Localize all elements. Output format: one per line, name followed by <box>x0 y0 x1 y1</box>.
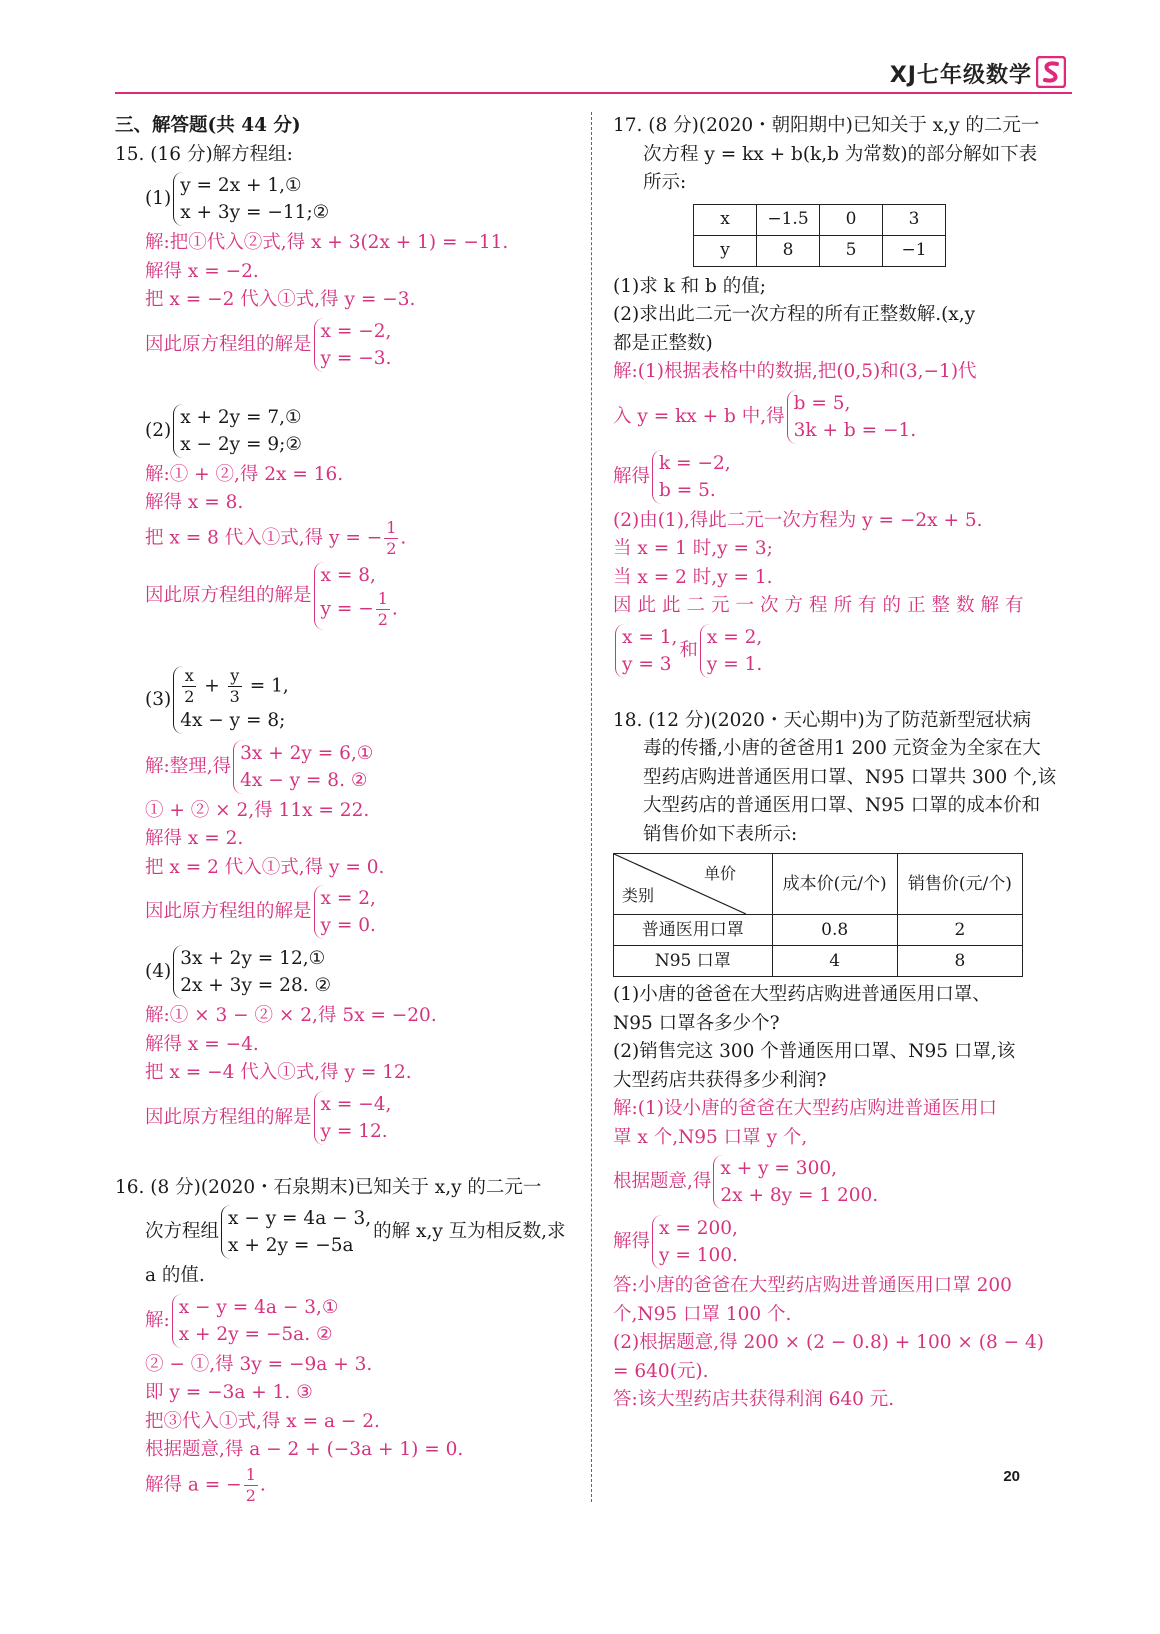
q15-2-brace <box>173 404 302 458</box>
q15-4-answer-brace <box>314 1091 392 1145</box>
column-divider <box>591 112 592 1502</box>
q18-step6: 个,N95 口罩 100 个. <box>613 1303 792 1325</box>
answer-lead: 因此原方程组的解是 <box>145 1106 312 1128</box>
table-header-row <box>614 854 1023 915</box>
table-header: 成本价(元/个) <box>772 854 897 915</box>
left-column <box>115 112 570 1506</box>
q17-step4: (2)由(1),得此二元一次方程为 y = −2x + 5. <box>613 509 983 531</box>
step-text: 解得 a = − <box>145 1474 242 1495</box>
table-cell: −1.5 <box>757 204 820 235</box>
q15-4-brace <box>173 945 331 999</box>
q15-4-system <box>115 942 570 1002</box>
q15-2-step3: 把 x = 8 代入①式,得 y = − $\frac{1}{2}$ . <box>145 517 407 558</box>
fraction-y <box>228 666 242 707</box>
step1-eq1: 3x + 2y = 6,① <box>240 742 374 764</box>
q15-3-step1-brace <box>233 740 373 794</box>
q18-step4 <box>613 1212 1073 1272</box>
q18-question2a: (2)销售完这 300 个普通医用口罩、N95 口罩,该 <box>613 1041 1016 1062</box>
q15-3-answer <box>115 882 570 942</box>
q17-step3-brace <box>652 450 731 504</box>
step3-eq2: b = 5. <box>659 479 716 501</box>
table-cell: x <box>694 204 757 235</box>
q15-3-step3: 解得 x = 2. <box>145 828 244 849</box>
q15-1-answer-brace <box>314 318 392 372</box>
q15-1-step1: 解:把①代入②式,得 x + 3(2x + 1) = −11. <box>145 232 509 253</box>
denominator: 2 <box>377 609 388 629</box>
q16-step1: ② − ①,得 3y = −9a + 3. <box>145 1353 373 1375</box>
q15-4-step1: 解:① × 3 − ② × 2,得 5x = −20. <box>145 1005 437 1026</box>
step3-eq2: 2x + 8y = 1 200. <box>720 1185 879 1206</box>
table-cell: 8 <box>757 235 820 266</box>
eq1-rest: = 1, <box>249 675 289 696</box>
table-cell: N95 口罩 <box>614 946 773 977</box>
table-cell: 0.8 <box>772 915 897 946</box>
q15-2-eq2: x − 2y = 9;② <box>180 433 302 455</box>
diag-bottom-label: 类别 <box>622 885 655 905</box>
table-header: 销售价(元/个) <box>897 854 1022 915</box>
q17-stem2: 次方程 y = kx + b(k,b 为常数)的部分解如下表 <box>643 143 1038 165</box>
step-lead: 根据题意,得 <box>613 1171 712 1192</box>
q15-stem: 15. (16 分)解方程组: <box>115 143 293 165</box>
q18-table <box>613 853 1023 977</box>
q15-1-eq2: x + 3y = −11;② <box>180 202 330 223</box>
step-lead: 解得 <box>613 1231 651 1252</box>
q18-stem1: 18. (12 分)(2020・天心期中)为了防范新型冠状病 <box>613 709 1032 731</box>
header-title: XJ七年级数学 <box>889 63 1032 88</box>
q17-answer1-brace <box>615 624 677 678</box>
step-lead: 解得 <box>613 465 651 487</box>
answer-x: x = 2, <box>320 888 376 909</box>
q15-3-answer-brace <box>314 885 376 939</box>
denominator: 2 <box>386 538 397 558</box>
q15-2-step2: 解得 x = 8. <box>145 492 244 513</box>
q18-stem2: 毒的传播,小唐的爸爸用1 200 元资金为全家在大 <box>643 738 1041 759</box>
q15-1-step2: 解得 x = −2. <box>145 260 259 282</box>
s-logo-icon <box>1036 56 1066 88</box>
q15-1-label: (1) <box>145 188 172 209</box>
table-cell: 4 <box>772 946 897 977</box>
step4-eq2: y = 100. <box>659 1245 738 1266</box>
numerator: 1 <box>377 588 388 608</box>
answer-lead: 因此原方程组的解是 <box>145 333 312 355</box>
numerator: x <box>182 666 196 687</box>
q15-2-eq1: x + 2y = 7,① <box>180 406 302 428</box>
answer1-y: y = 3 <box>622 653 672 675</box>
table-cell: y <box>694 235 757 266</box>
q18-step4-brace <box>652 1215 738 1269</box>
q17-step2 <box>613 387 1073 447</box>
q15-3-label: (3) <box>145 688 172 710</box>
q16-step3: 把③代入①式,得 x = a − 2. <box>145 1410 380 1432</box>
fraction <box>376 589 390 630</box>
q16-stem1: 16. (8 分)(2020・石泉期末)已知关于 x,y 的二元一 <box>115 1176 542 1198</box>
answer-x: x = −2, <box>320 320 392 342</box>
q17-answers <box>613 621 1073 681</box>
q18-question2b: 大型药店共获得多少利润? <box>613 1069 827 1091</box>
q18-step7: (2)根据题意,得 200 × (2 − 0.8) + 100 × (8 − 4) <box>613 1332 1045 1353</box>
answer-y: y = 0. <box>320 915 376 936</box>
table-cell: 3 <box>883 204 946 235</box>
q17-question1: (1)求 k 和 b 的值; <box>613 275 767 297</box>
table-cell: 普通医用口罩 <box>614 915 773 946</box>
q18-step8: = 640(元). <box>613 1360 709 1382</box>
q15-3-brace <box>173 666 289 734</box>
numerator: 1 <box>386 517 397 537</box>
q17-question2a: (2)求出此二元一次方程的所有正整数解.(x,y <box>613 304 976 325</box>
q18-question1b: N95 口罩各多少个? <box>613 1012 780 1034</box>
section-title: 三、解答题(共 44 分) <box>115 115 301 136</box>
q16-step2: 即 y = −3a + 1. ③ <box>145 1382 313 1403</box>
q18-stem3: 型药店购进普通医用口罩、N95 口罩共 300 个,该 <box>643 766 1057 788</box>
solution-lead: 解: <box>145 1309 170 1331</box>
q17-question2b: 都是正整数) <box>613 332 713 354</box>
numerator: 1 <box>245 1464 256 1484</box>
step3-eq1: k = −2, <box>659 452 731 474</box>
q16-step5: 解得 a = − $\frac{1}{2}$ . <box>145 1464 266 1505</box>
q15-3-step1 <box>115 737 570 797</box>
q15-3-system <box>115 663 570 737</box>
q15-3-step4: 把 x = 2 代入①式,得 y = 0. <box>145 856 385 878</box>
answer-y: y = 12. <box>320 1120 388 1142</box>
step4-eq1: x = 200, <box>659 1218 738 1239</box>
answer-y: y = −3. <box>320 347 392 369</box>
step-lead: 解:整理,得 <box>145 755 232 777</box>
answer2-x: x = 2, <box>706 626 763 648</box>
q15-1-answer <box>115 315 570 375</box>
q17-step7: 因此此二元一次方程所有的正整数解有 <box>613 595 1030 616</box>
step1-eq2: 4x − y = 8. ② <box>240 769 368 791</box>
fraction <box>384 518 398 559</box>
denominator: 2 <box>245 1485 256 1505</box>
q15-4-answer <box>115 1088 570 1148</box>
step-lead: 入 y = kx + b 中,得 <box>613 405 785 427</box>
q15-2-system <box>115 401 570 461</box>
q18-stem5: 销售价如下表所示: <box>643 823 798 845</box>
q15-1-system <box>115 169 570 229</box>
solution-eq1: x − y = 4a − 3,① <box>178 1296 339 1318</box>
answer-x: x = −4, <box>320 1093 392 1115</box>
answer-y: y = − $\frac{1}{2}$ . <box>320 588 398 629</box>
q17-stem3: 所示: <box>643 172 687 193</box>
table-cell: 5 <box>820 235 883 266</box>
q15-4-eq1: 3x + 2y = 12,① <box>180 948 326 969</box>
solution-eq2: x + 2y = −5a. ② <box>178 1323 333 1345</box>
right-column <box>613 112 1073 1415</box>
q15-2-label: (2) <box>145 419 172 441</box>
q15-1-step3: 把 x = −2 代入①式,得 y = −3. <box>145 289 416 310</box>
q16-step4: 根据题意,得 a − 2 + (−3a + 1) = 0. <box>145 1439 464 1460</box>
q16-stem3: a 的值. <box>145 1265 205 1286</box>
q15-4-step3: 把 x = −4 代入①式,得 y = 12. <box>145 1062 412 1083</box>
q15-2-answer-brace <box>314 562 398 630</box>
q15-3-step2: ① + ② × 2,得 11x = 22. <box>145 799 370 821</box>
table-cell: 0 <box>820 204 883 235</box>
table-row <box>614 915 1023 946</box>
table-cell: 8 <box>897 946 1022 977</box>
q16-solution-system <box>115 1291 570 1351</box>
q18-step2: 罩 x 个,N95 口罩 y 个, <box>613 1126 808 1148</box>
answer-x: x = 8, <box>320 564 376 586</box>
q17-step5: 当 x = 1 时,y = 3; <box>613 538 773 559</box>
q15-1-eq1: y = 2x + 1,① <box>180 175 302 196</box>
q18-step1: 解:(1)设小唐的爸爸在大型药店购进普通医用口 <box>613 1098 997 1119</box>
step2-eq2: 3k + b = −1. <box>793 419 917 441</box>
denominator: 3 <box>229 686 240 706</box>
q17-step1: 解:(1)根据表格中的数据,把(0,5)和(3,−1)代 <box>613 361 977 382</box>
and-text: 和 <box>679 639 698 661</box>
q16-eq1: x − y = 4a − 3, <box>228 1208 372 1229</box>
q15-3-eq2: 4x − y = 8; <box>180 709 286 731</box>
q18-stem4: 大型药店的普通医用口罩、N95 口罩的成本价和 <box>643 795 1041 816</box>
q17-stem1: 17. (8 分)(2020・朝阳期中)已知关于 x,y 的二元一 <box>613 115 1040 136</box>
stem-lead: 次方程组 <box>145 1221 220 1242</box>
fraction-x <box>182 666 196 707</box>
q17-table <box>693 204 946 267</box>
q15-2-step1: 解:① + ②,得 2x = 16. <box>145 463 344 485</box>
q16-solution-brace <box>172 1294 339 1348</box>
table-row <box>614 946 1023 977</box>
q15-1-brace <box>173 172 329 226</box>
q15-4-label: (4) <box>145 961 172 982</box>
table-row <box>694 235 946 266</box>
q18-question1a: (1)小唐的爸爸在大型药店购进普通医用口罩、 <box>613 984 991 1005</box>
answer-lead: 因此原方程组的解是 <box>145 584 312 606</box>
q17-answer2-brace <box>700 624 762 678</box>
q17-step3 <box>613 447 1073 507</box>
q16-stem2 <box>115 1202 570 1262</box>
q17-step2-brace <box>787 390 917 444</box>
q18-step9: 答:该大型药店共获得利润 640 元. <box>613 1389 895 1410</box>
table-row <box>694 204 946 235</box>
denominator: 2 <box>184 686 195 706</box>
q16-eq2: x + 2y = −5a <box>228 1235 354 1256</box>
q15-4-eq2: 2x + 3y = 28. ② <box>180 975 332 996</box>
q18-step3 <box>613 1152 1073 1212</box>
numerator: y <box>228 666 242 687</box>
step2-eq1: b = 5, <box>793 392 851 414</box>
q15-2-answer <box>115 559 570 633</box>
table-cell: 2 <box>897 915 1022 946</box>
q16-system-brace <box>221 1205 371 1259</box>
answer2-y: y = 1. <box>706 653 763 675</box>
table-cell: −1 <box>883 235 946 266</box>
answer1-x: x = 1, <box>622 626 678 648</box>
answer-lead: 因此原方程组的解是 <box>145 901 312 922</box>
fraction <box>244 1465 258 1506</box>
page-number: 20 <box>1003 1468 1020 1485</box>
q18-step5: 答:小唐的爸爸在大型药店购进普通医用口罩 200 <box>613 1275 1012 1296</box>
diag-top-label: 单价 <box>703 864 736 883</box>
diagonal-header-cell <box>614 854 773 915</box>
q17-step6: 当 x = 2 时,y = 1. <box>613 566 773 588</box>
q18-step3-brace <box>713 1155 878 1209</box>
step-text: 把 x = 8 代入①式,得 y = − <box>145 527 383 548</box>
q15-3-eq1: $\frac{x}{2}$ + $\frac{y}{3}$ = 1, <box>184 665 289 706</box>
q15-4-step2: 解得 x = −4. <box>145 1033 259 1055</box>
header-rule <box>115 92 1072 94</box>
answer-y-text: y = − <box>320 598 374 619</box>
step3-eq1: x + y = 300, <box>720 1158 837 1179</box>
stem-tail: 的解 x,y 互为相反数,求 <box>373 1221 566 1242</box>
